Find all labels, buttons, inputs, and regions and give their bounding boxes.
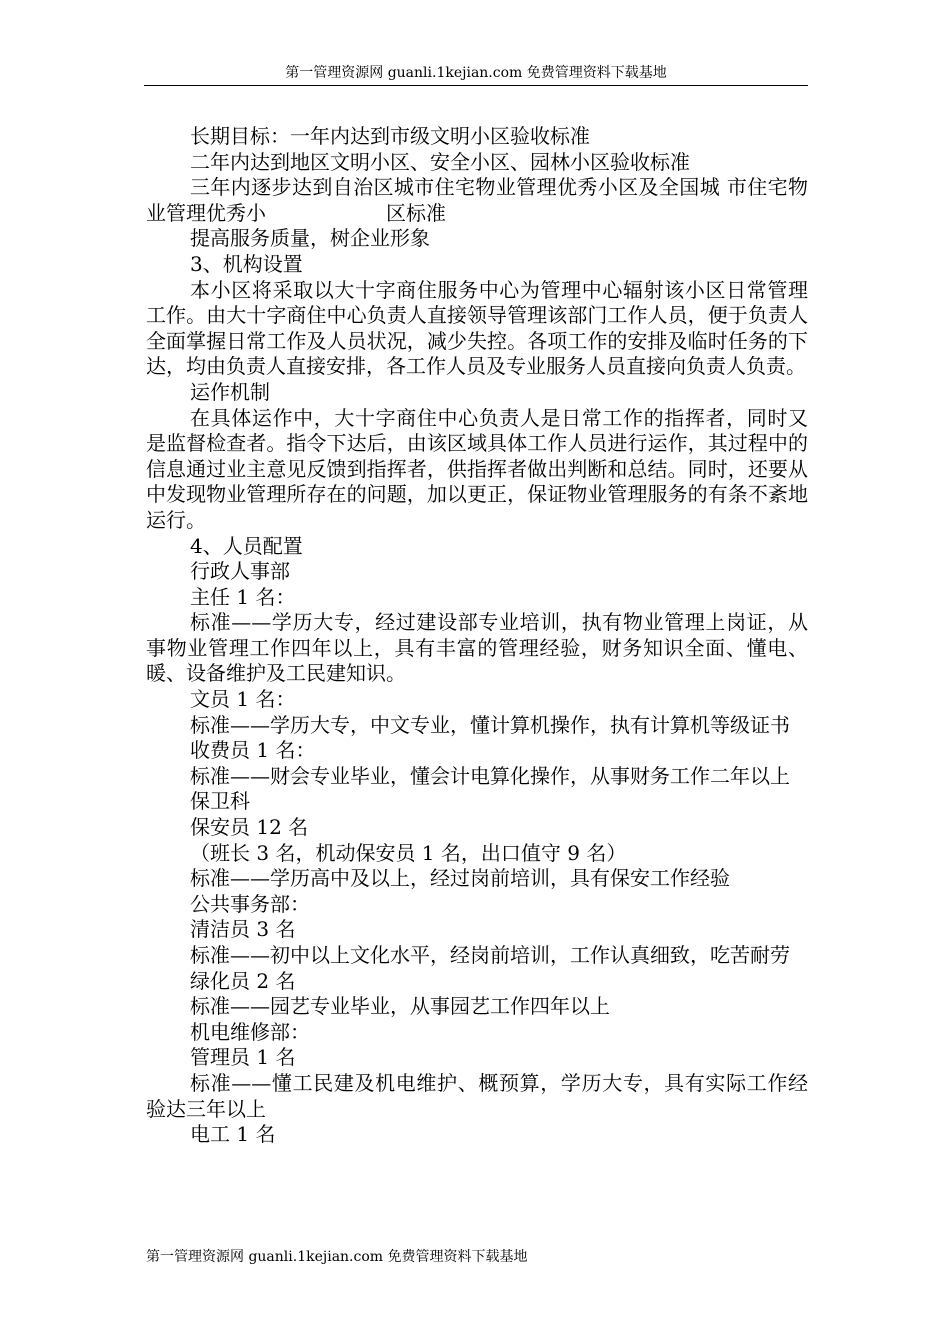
paragraph: 本小区将采取以大十字商住服务中心为管理中心辐射该小区日常管理工作。由大十字商住中心负责人直接领导管理该部门工作人员，便于负责人全面掌握日常工作及人员状况，减少失控。各项工作的安排及临时任务的下达，均由负责人直接安排，各工作人员及专业服务人员直接向负责人负责。 <box>146 277 808 379</box>
section-heading: 4、人员配置 <box>190 533 303 558</box>
paragraph: 长期目标：一年内达到市级文明小区验收标准 <box>190 124 590 148</box>
paragraph: 收费员 1 名： <box>190 738 316 763</box>
subheading: 保卫科 <box>190 789 250 814</box>
paragraph-text: 三年内逐步达到自治区城市住宅物业管理优秀小区及全国城 市住宅物业管理优秀小 <box>146 175 808 225</box>
page-header: 第一管理资源网 guanli.1kejian.com 免费管理资料下载基地 <box>285 65 667 81</box>
paragraph: 主任 1 名： <box>190 584 296 609</box>
document-body <box>146 124 808 1148</box>
page-footer: 第一管理资源网 guanli.1kejian.com 免费管理资料下载基地 <box>146 1249 528 1265</box>
paragraph: 标准——园艺专业毕业，从事园艺工作四年以上 <box>190 994 610 1019</box>
paragraph: 标准——财会专业毕业，懂会计电算化操作，从事财务工作二年以上 <box>190 763 790 788</box>
paragraph: 绿化员 2 名 <box>190 968 296 993</box>
paragraph: 保安员 12 名 <box>190 815 309 840</box>
paragraph: 文员 1 名： <box>190 687 296 712</box>
paragraph: 在具体运作中，大十字商住中心负责人是日常工作的指挥者，同时又是监督检查者。指令下达后，由该区域具体工作人员进行运作，其过程中的信息通过业主意见反馈到指挥者，供指挥者做出判断和总结。同时，还要从中发现物业管理所存在的问题，加以更正，保证物业管理服务的有条不紊地运行。 <box>146 405 808 532</box>
subheading: 行政人事部 <box>190 559 290 584</box>
paragraph: 电工 1 名 <box>190 1122 276 1147</box>
paragraph: 标准——学历大专，经过建设部专业培训，执有物业管理上岗证，从事物业管理工作四年以上，具有丰富的管理经验，财务知识全面、懂电、暖、设备维护及工民建知识。 <box>146 610 808 686</box>
paragraph <box>146 175 808 226</box>
paragraph-text: 区标准 <box>386 200 446 225</box>
section-heading: 3、机构设置 <box>190 251 303 276</box>
subheading: 机电维修部： <box>190 1019 310 1044</box>
subheading: 公共事务部： <box>190 891 310 916</box>
paragraph: 二年内达到地区文明小区、安全小区、园林小区验收标准 <box>190 149 690 174</box>
header-divider <box>144 85 808 86</box>
paragraph: （班长 3 名，机动保安员 1 名，出口值守 9 名） <box>190 840 627 865</box>
paragraph: 标准——懂工民建及机电维护、概预算，学历大专，具有实际工作经验达三年以上 <box>146 1070 808 1121</box>
subheading: 运作机制 <box>190 379 270 404</box>
paragraph: 标准——学历高中及以上，经过岗前培训，具有保安工作经验 <box>190 866 730 891</box>
paragraph: 清洁员 3 名 <box>190 917 296 942</box>
paragraph: 管理员 1 名 <box>190 1045 296 1070</box>
paragraph: 提高服务质量，树企业形象 <box>190 226 430 251</box>
paragraph: 标准——学历大专，中文专业，懂计算机操作，执有计算机等级证书 <box>190 712 790 737</box>
paragraph: 标准——初中以上文化水平，经岗前培训，工作认真细致，吃苦耐劳 <box>190 943 790 967</box>
